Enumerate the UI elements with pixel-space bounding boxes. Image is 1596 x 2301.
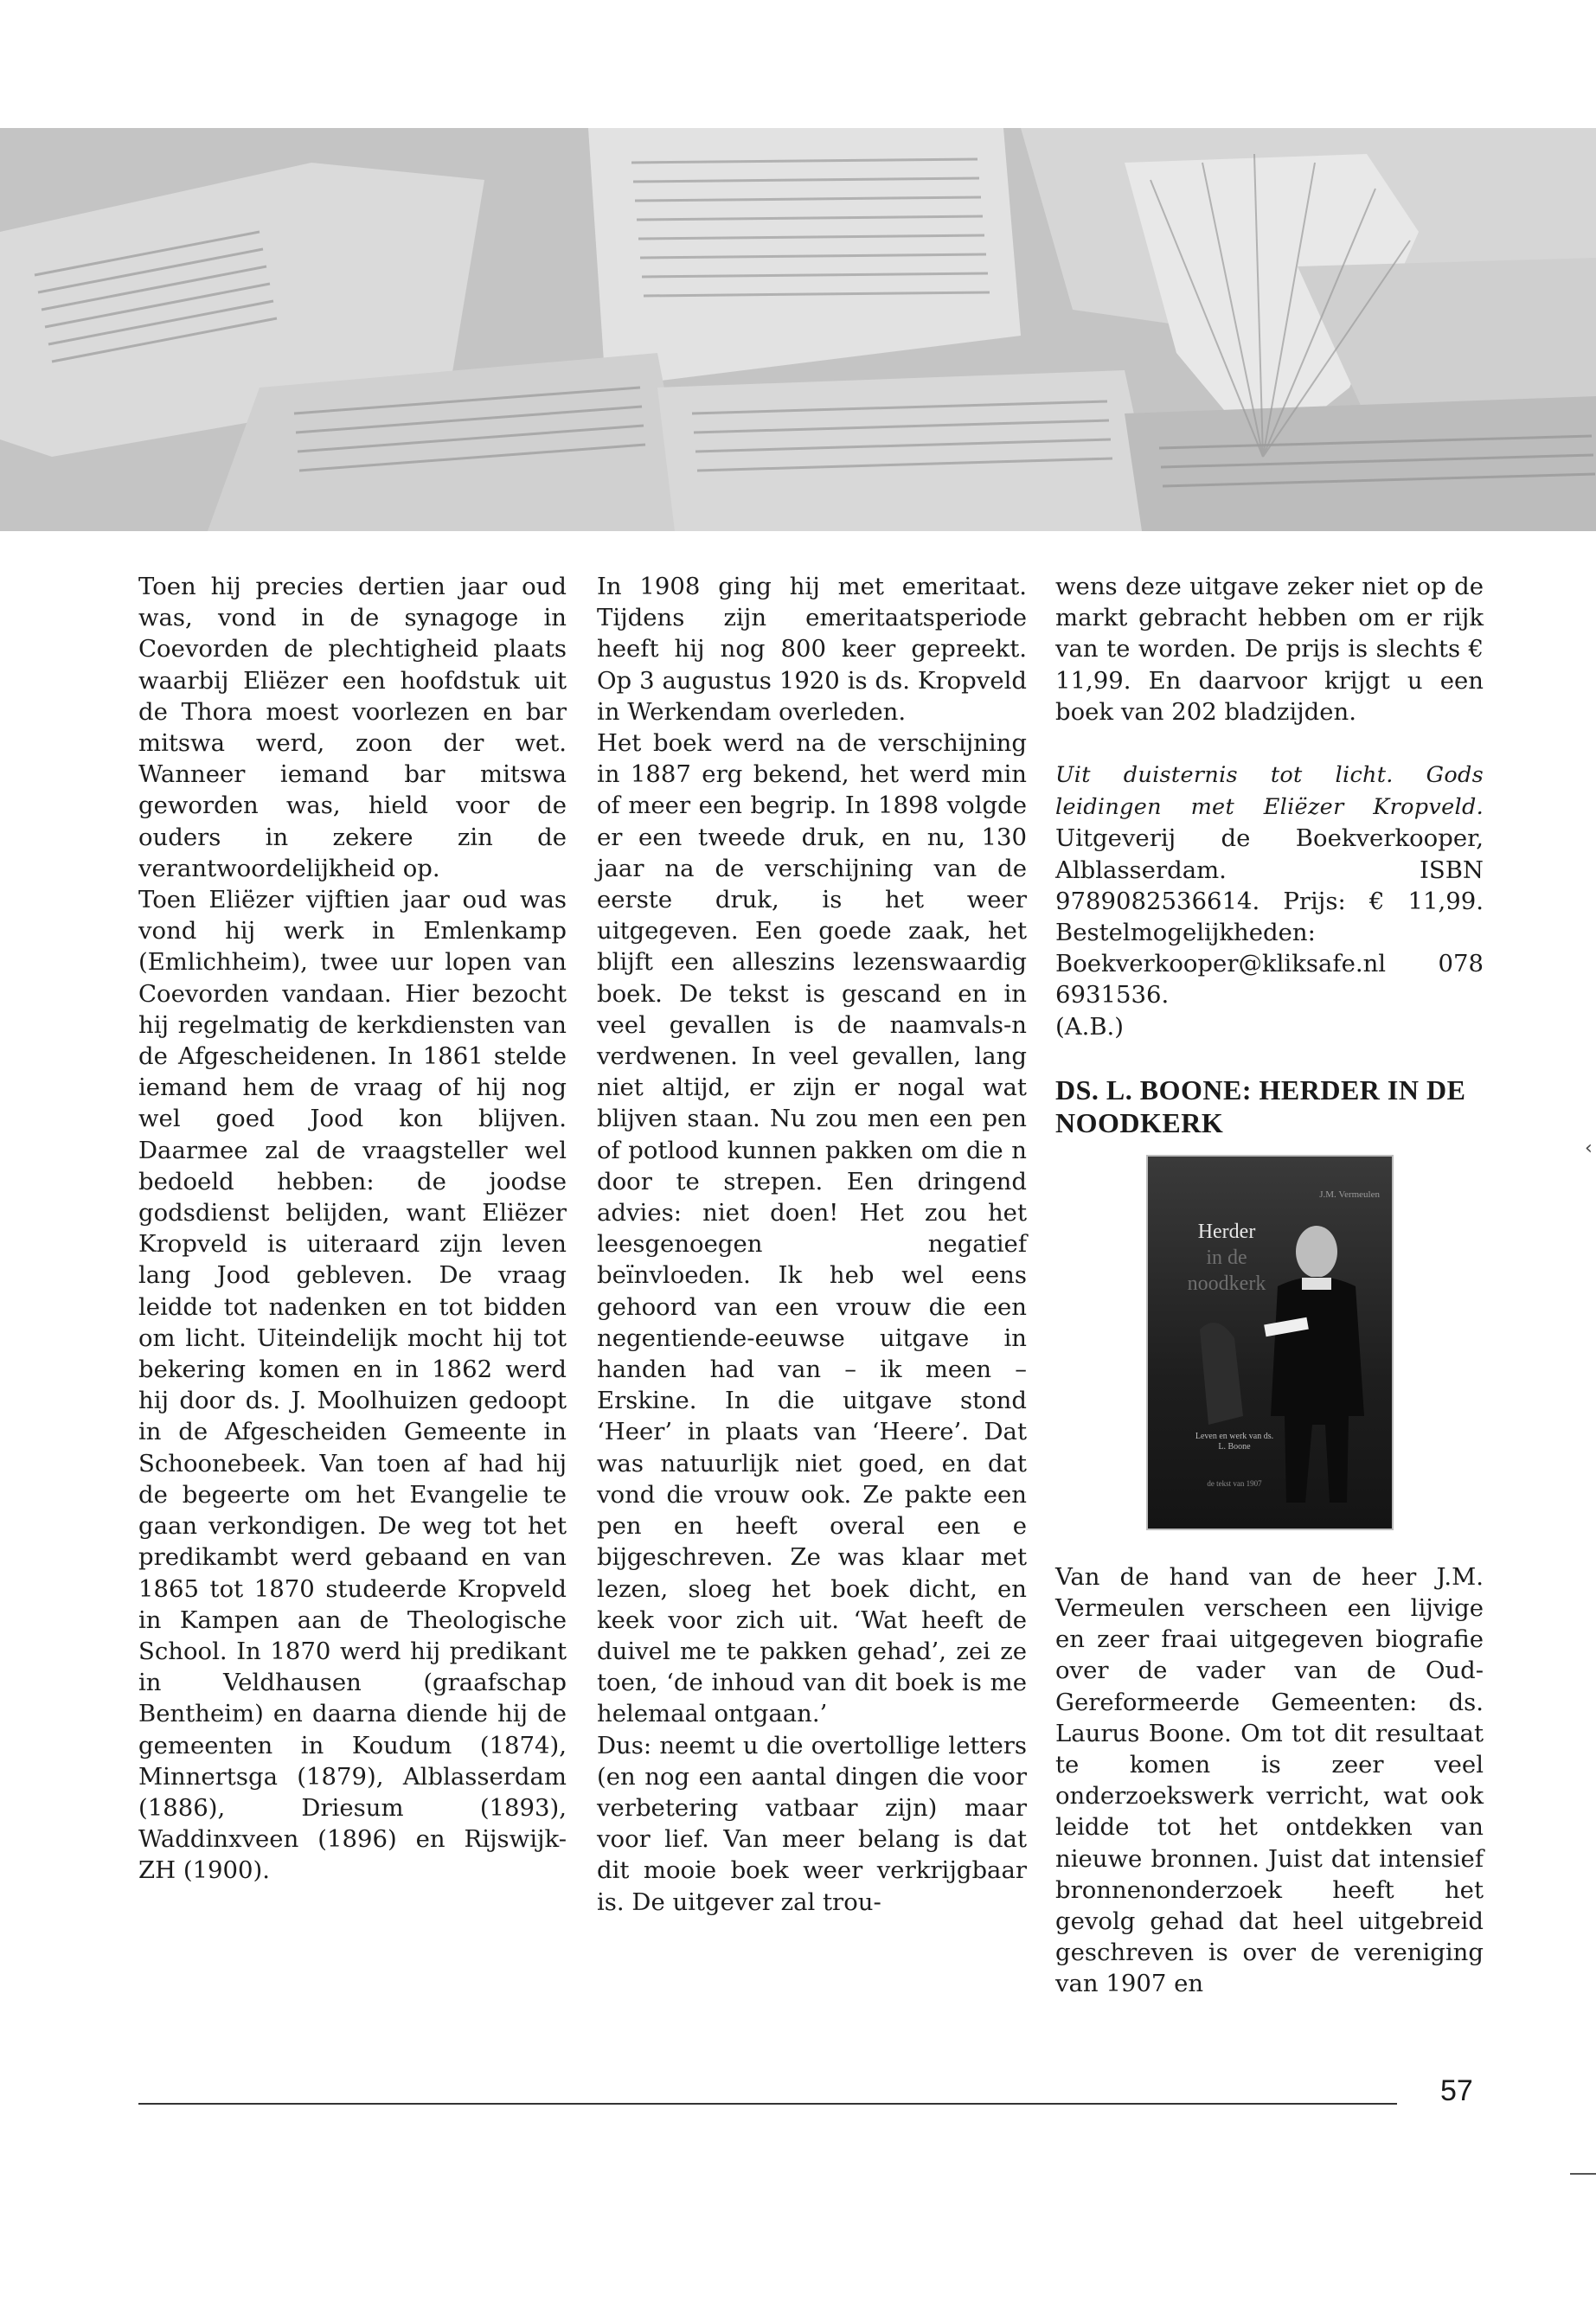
paragraph: Het boek werd na de verschijning in 1887 erg bekend, het werd min of meer een begrip. In 1898 volgde er een tweede druk, en nu, 130 jaar na de verschijning van de eerste druk, is het weer uitgegeven. Een goede zaak, het blijft een alleszins lezenswaardig boek. De tekst is gescand en in veel gevallen is de naamvals-n verdwenen. In veel gevallen, lang niet altijd, er zijn er nogal wat blijven staan. Nu zou men een pen of potlood kunnen pakken om die n door te strepen. Een dringend advies: niet doen! Het zou het leesgenoegen negatief beïnvloeden. Ik heb wel eens gehoord van een vrouw die een negentiende-eeuwse uitgave in handen had van – ik meen – Erskine. In die uitgave stond ‘Heer’ in plaats van ‘Heere’. Dat was natuurlijk niet goed, en dat vond die vrouw ook. Ze pakte een pen en heeft overal een e bijgeschreven. Ze was klaar met lezen, sloeg het boek dicht, en keek voor zich uit. ‘Wat heeft de duivel me te pakken gehad’, zei ze toen, ‘de inhoud van dit boek is me helemaal ontgaan.’ [597,729,1027,1728]
cover-title-line: noodkerk [1187,1272,1266,1295]
paragraph: Van de hand van de heer J.M. Vermeulen verscheen een lijvige en zeer fraai uitgegeven biografie over de vader van de Oud-Gereformeerde Gemeenten: ds. Laurus Boone. Om tot dit resultaat te komen is zeer veel onderzoekswerk verricht, wat ook leidde tot het ontdekken van nieuwe bronnen. Juist dat intensief bronnenonderzoek heeft het gevolg gehad dat heel uitgebreid geschreven is over de vereniging van 1907 en [1055,1562,1484,1998]
page-number: 57 [1440,2074,1473,2107]
paragraph: In 1908 ging hij met emeritaat. Tijdens zijn emeritaatsperiode heeft hij nog 800 keer gepreekt. Op 3 augustus 1920 is ds. Kropveld in Werkendam overleden. [597,573,1027,726]
footer-rule [138,2103,1397,2105]
margin-mark: ‹ [1585,1138,1593,1159]
text-column-2 [597,571,1027,1918]
signature: (A.B.) [1055,1012,1125,1041]
section-heading: DS. L. BOONE: HERDER IN DE NOODKERK [1055,1074,1466,1138]
cover-author: J.M. Vermeulen [1319,1189,1380,1200]
cover-title [1179,1219,1274,1297]
paragraph: Dus: neemt u die overtollige letters (en nog een aantal dingen die voor verbetering vatbaar zijn) maar voor lief. Van meer belang is dat dit mooie boek weer verkrijgbaar is. De uitgever zal trou- [597,1731,1027,1916]
book-info-details: Uitgeverij de Boekverkooper, Alblasserdam. ISBN 9789082536614. Prijs: € 11,99. Bestelmogelijkheden: Boekverkooper@kliksafe.nl 078 6931536. [1055,824,1484,1009]
crop-mark [1570,2173,1596,2175]
text-column-1 [138,571,567,1887]
paragraph: Toen hij precies dertien jaar oud was, vond in de synagoge in Coevorden de plechtigheid plaats waarbij Eliëzer een hoofdstuk uit de Thora moest voorlezen en bar mitswa werd, zoon der wet. Wanneer iemand bar mitswa geworden was, hield voor de ouders in zekere zin de verantwoordelijkheid op. [138,573,567,882]
books-banner-image [0,128,1596,531]
book-cover-image [1146,1155,1394,1530]
text-column-3 [1055,571,1484,2000]
book-info-caption [1055,759,1484,1011]
paragraph: wens deze uitgave zeker niet op de markt gebracht hebben om er rijk van te worden. De prijs is slechts € 11,99. En daarvoor krijgt u een boek van 202 bladzijden. [1055,573,1484,726]
open-books-photo-icon [0,128,1596,531]
cover-subtitle: Leven en werk van ds. L. Boone [1195,1431,1274,1452]
cover-subtitle-2: de tekst van 1907 [1207,1478,1262,1488]
cover-title-line: in de [1206,1246,1247,1269]
paragraph: Toen Eliëzer vijftien jaar oud was vond hij werk in Emlenkamp (Emlichheim), twee uur lopen van Coevorden vandaan. Hier bezocht hij regelmatig de kerkdiensten van de Afgescheidenen. In 1861 stelde iemand hem de vraag of hij nog wel goed Jood kon blijven. Daarmee zal de vraagsteller wel bedoeld hebben: de joodse godsdienst belijden, want Eliëzer Kropveld is uiteraard zijn leven lang Jood gebleven. De vraag leidde tot nadenken en tot bidden om licht. Uiteindelijk mocht hij tot bekering komen en in 1862 werd hij door ds. J. Moolhuizen gedoopt in de Afgescheiden Gemeente in Schoonebeek. Van toen af had hij de begeerte om het Evangelie te gaan verkondigen. De weg tot het predikambt werd gebaand en van 1865 tot 1870 studeerde Kropveld in Kampen aan de Theologische School. In 1870 werd hij predikant in Veldhausen (graafschap Bentheim) en daarna diende hij de gemeenten in Koudum (1874), Minnertsga (1879), Alblasserdam (1886), Driesum (1893), Waddinxveen (1896) en Rijswijk-ZH (1900). [138,886,567,1885]
cover-title-line: Herder [1197,1220,1256,1243]
book-title-italic: Uit duisternis tot licht. Gods leidingen met Eliëzer Kropveld. [1055,762,1484,821]
